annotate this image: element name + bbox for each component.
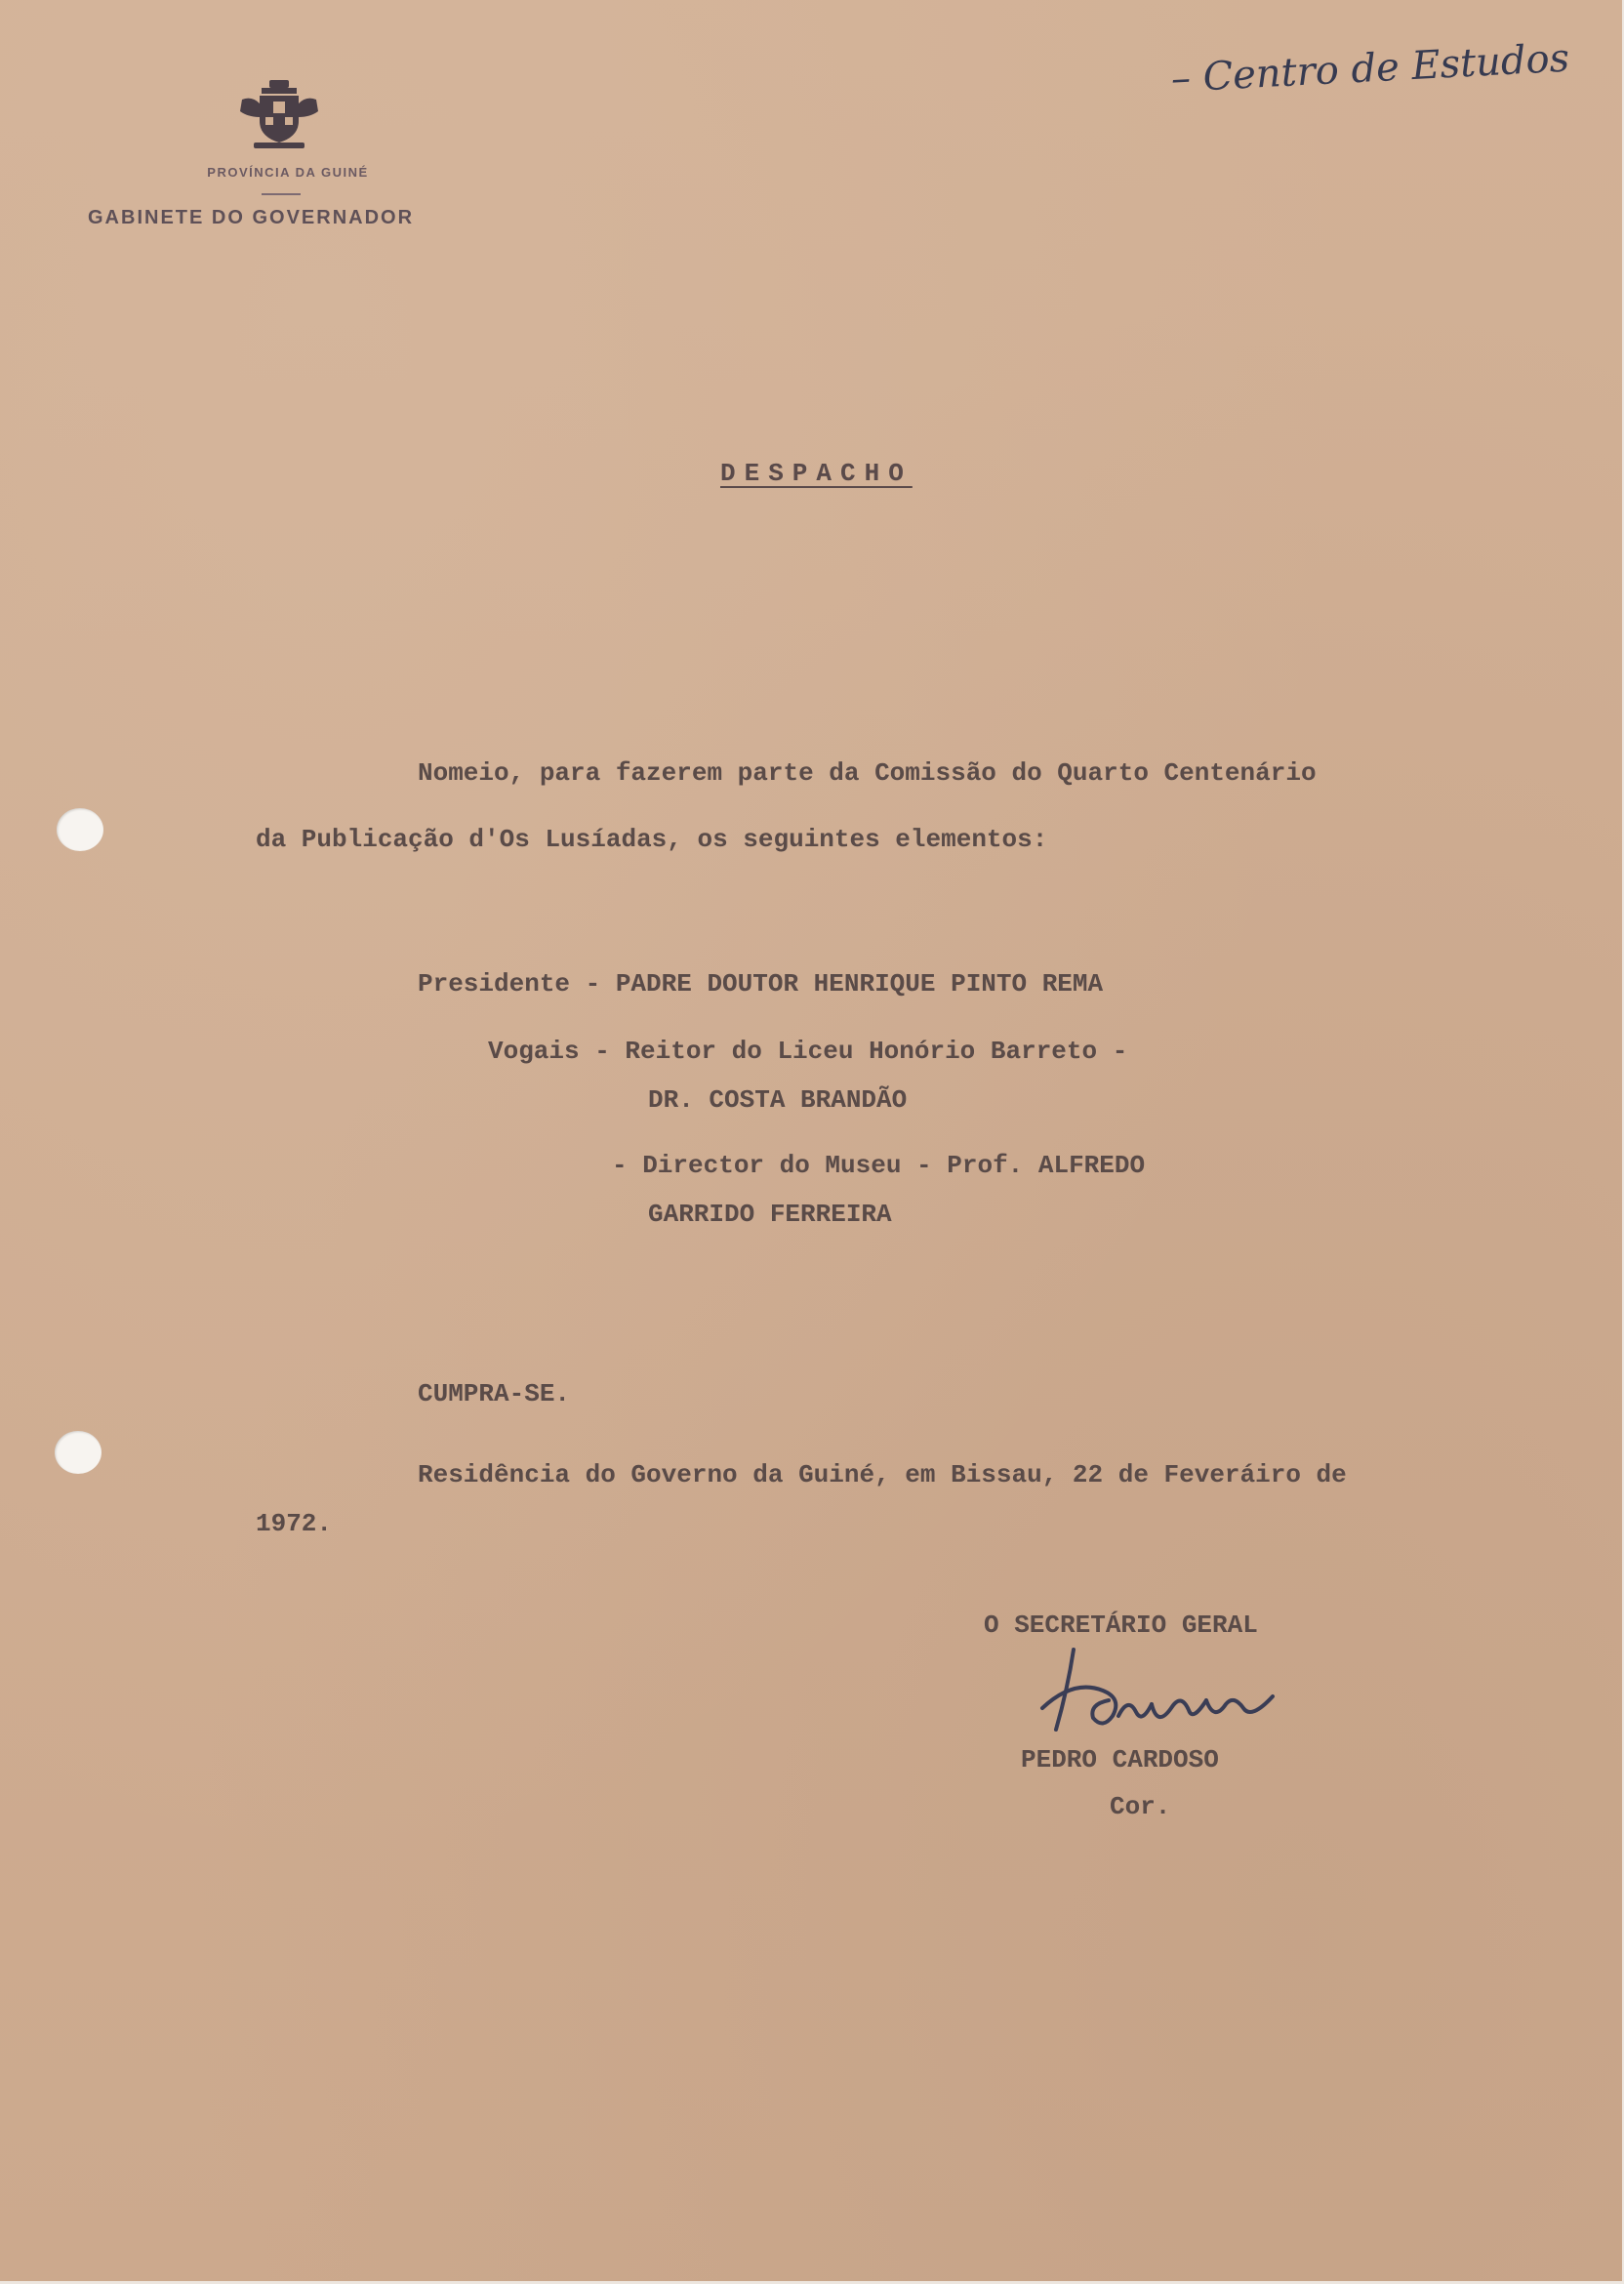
vogais-line-1: Vogais - Reitor do Liceu Honório Barreto -	[488, 1037, 1128, 1066]
signatory-name: PEDRO CARDOSO	[1021, 1745, 1219, 1774]
cumpra-se-line: CUMPRA-SE.	[418, 1379, 571, 1408]
vogais-line-4: GARRIDO FERREIRA	[648, 1200, 892, 1229]
coat-of-arms-icon	[232, 78, 326, 156]
residence-line-2: 1972.	[256, 1509, 333, 1538]
handwritten-signature	[1035, 1640, 1288, 1747]
letterhead-divider	[262, 193, 301, 195]
paragraph-1-line-2: da Publicação d'Os Lusíadas, os seguintes elementos:	[256, 825, 1048, 854]
document-title: DESPACHO	[720, 459, 913, 488]
residence-line-1: Residência do Governo da Guiné, em Bissau, 22 de Feveráiro de	[418, 1460, 1347, 1489]
punch-hole-top	[57, 808, 103, 851]
signatory-rank: Cor.	[1110, 1792, 1171, 1821]
province-label: PROVÍNCIA DA GUINÉ	[207, 165, 369, 180]
signatory-role: O SECRETÁRIO GERAL	[984, 1611, 1258, 1640]
punch-hole-bottom	[55, 1431, 102, 1474]
vogais-line-2: DR. COSTA BRANDÃO	[648, 1085, 908, 1115]
vogais-line-3: - Director do Museu - Prof. ALFREDO	[612, 1151, 1146, 1180]
handwritten-annotation: – Centro de Estudos	[1169, 35, 1571, 102]
paragraph-1-line-1: Nomeio, para fazerem parte da Comissão do Quarto Centenário	[418, 758, 1317, 788]
office-label: GABINETE DO GOVERNADOR	[88, 207, 415, 228]
president-line: Presidente - PADRE DOUTOR HENRIQUE PINTO REMA	[418, 969, 1104, 999]
